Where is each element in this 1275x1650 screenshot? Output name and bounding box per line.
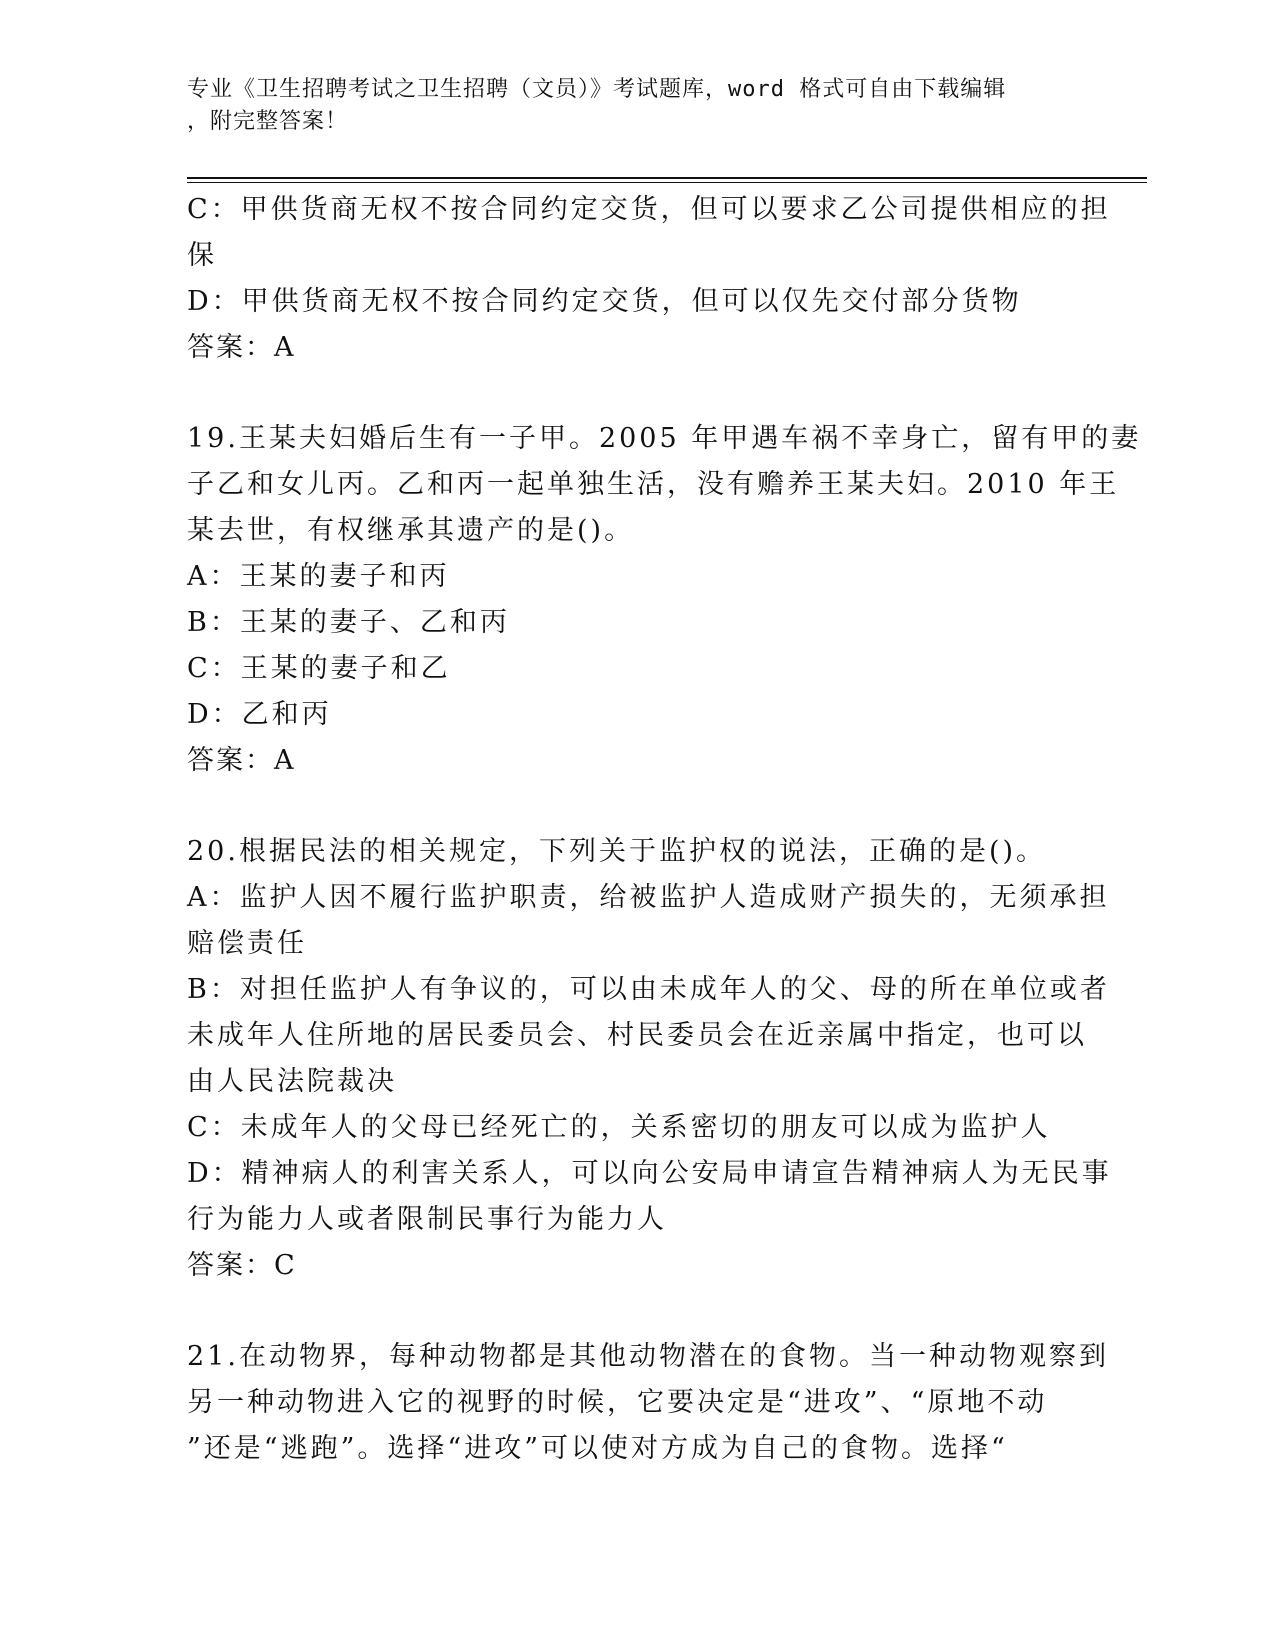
question-stem-line-2: 另一种动物进入它的视野的时候，它要决定是“进攻”、“原地不动: [187, 1387, 1048, 1418]
question-stem-line-1: 21.在动物界，每种动物都是其他动物潜在的食物。当一种动物观察到: [187, 1341, 1109, 1372]
option-d: D：甲供货商无权不按合同约定交货，但可以仅先交付部分货物: [187, 286, 1022, 317]
document-body: [187, 187, 1142, 1472]
question-21: [187, 1334, 1109, 1472]
answer: 答案：A: [187, 332, 296, 363]
spacer: [187, 1289, 1087, 1334]
header-rule-thin: [187, 182, 1147, 183]
option-a-line-1: A：监护人因不履行监护职责，给被监护人造成财产损失的，无须承担: [187, 882, 1110, 913]
option-a: A：王某的妻子和丙: [187, 561, 450, 592]
option-b: B：王某的妻子、乙和丙: [187, 607, 510, 638]
header-line-1: 专业《卫生招聘考试之卫生招聘（文员）》考试题库，word 格式可自由下载编辑: [187, 77, 1007, 102]
answer: 答案：C: [187, 1250, 297, 1281]
option-b-line-3: 由人民法院裁决: [187, 1066, 397, 1097]
header-line-2: ，附完整答案！: [187, 109, 349, 134]
question-19: [187, 416, 1142, 784]
option-d-line-2: 行为能力人或者限制民事行为能力人: [187, 1204, 667, 1235]
answer: 答案：A: [187, 745, 296, 776]
spacer: [187, 371, 1087, 416]
spacer: [187, 784, 1087, 829]
question-18-tail: [187, 187, 1111, 371]
question-stem-line-3: 某去世，有权继承其遗产的是()。: [187, 515, 635, 546]
question-20: [187, 829, 1112, 1289]
option-b-line-1: B：对担任监护人有争议的，可以由未成年人的父、母的所在单位或者: [187, 974, 1110, 1005]
option-d: D：乙和丙: [187, 699, 332, 730]
option-d-line-1: D：精神病人的利害关系人，可以向公安局申请宣告精神病人为无民事: [187, 1158, 1112, 1189]
header-rule-thick: [187, 177, 1147, 179]
option-a-line-2: 赔偿责任: [187, 928, 307, 959]
document-header: [187, 74, 1067, 138]
option-c: C：未成年人的父母已经死亡的，关系密切的朋友可以成为监护人: [187, 1112, 1051, 1143]
option-b-line-2: 未成年人住所地的居民委员会、村民委员会在近亲属中指定，也可以: [187, 1020, 1087, 1051]
question-stem-line-2: 子乙和女儿丙。乙和丙一起单独生活，没有赡养王某夫妇。2010 年王: [187, 469, 1120, 500]
question-stem-line-1: 20.根据民法的相关规定，下列关于监护权的说法，正确的是()。: [187, 836, 1047, 867]
question-stem-line-3: ”还是“逃跑”。选择“进攻”可以使对方成为自己的食物。选择“: [187, 1433, 1008, 1464]
option-c-line-2: 保: [187, 240, 217, 271]
question-stem-line-1: 19.王某夫妇婚后生有一子甲。2005 年甲遇车祸不幸身亡，留有甲的妻: [187, 423, 1142, 454]
option-c: C：王某的妻子和乙: [187, 653, 451, 684]
option-c-line-1: C：甲供货商无权不按合同约定交货，但可以要求乙公司提供相应的担: [187, 194, 1111, 225]
